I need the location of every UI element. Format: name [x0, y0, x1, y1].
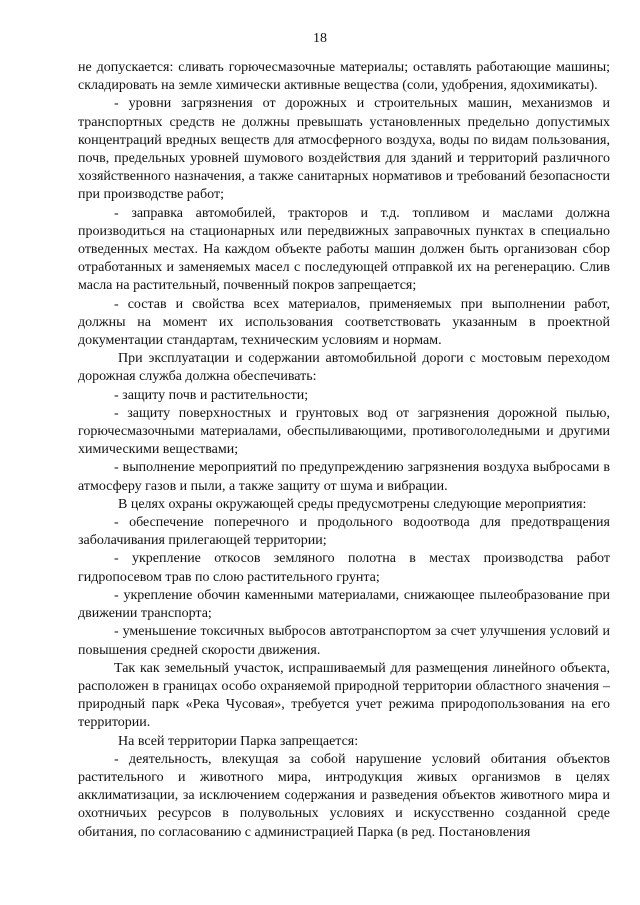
paragraph: При эксплуатации и содержании автомобильной дороги с мостовым переходом дорожная служба должна обеспечивать:	[78, 351, 610, 385]
paragraph: В целях охраны окружающей среды предусмотрены следующие мероприятия:	[118, 496, 587, 512]
page-number: 18	[313, 31, 327, 46]
paragraph: - обеспечение поперечного и продольного водоотвода для предотвращения заболачивания прилегающей территории;	[78, 515, 610, 549]
paragraph: не допускается: сливать горючесмазочные материалы; оставлять работающие машины; складировать на земле химически активные вещества (соли, удобрения, ядохимикаты).	[78, 60, 610, 94]
paragraph: - заправка автомобилей, тракторов и т.д. топливом и маслами должна производиться на стационарных или передвижных заправочных пунктах в специально отведенных местах. На каждом объекте работы машин должен быть организован сбор отработанных и заменяемых масел с последующей отправкой их на регенерацию. Слив масла на растительный, почвенный покров запрещается;	[78, 205, 610, 294]
paragraph: - состав и свойства всех материалов, применяемых при выполнении работ, должны на момент их использования соответствовать указанным в проектной документации стандартам, техническим условиям и нормам.	[78, 296, 610, 349]
paragraph: - уровни загрязнения от дорожных и строительных машин, механизмов и транспортных средств не должны превышать установленных предельно допустимых концентраций вредных веществ для атмосферного воздуха, воды по видам пользования, почв, предельных уровней шумового воздействия для зданий и территорий различного хозяйственного назначения, а также санитарных нормативов и требований безопасности при производстве работ;	[78, 96, 610, 203]
paragraph: - защиту почв и растительности;	[114, 387, 309, 403]
paragraph: - защиту поверхностных и грунтовых вод от загрязнения дорожной пылью, горючесмазочными материалами, обеспыливающими, противогололедными и другими химическими веществами;	[78, 405, 610, 458]
paragraph: - деятельность, влекущая за собой нарушение условий обитания объектов растительного и животного мира, интродукция живых организмов в целях акклиматизации, за исключением содержания и разведения объектов животного мира и охотничьих ресурсов в полувольных условиях и искусственно созданной среде обитания, по согласованию с администрацией Парка (в ред. Постановления	[78, 751, 610, 840]
paragraph: - выполнение мероприятий по предупреждению загрязнения воздуха выбросами в атмосферу газов и пыли, а также защиту от шума и вибрации.	[78, 460, 610, 494]
paragraph: - укрепление откосов земляного полотна в местах производства работ гидропосевом трав по слою растительного грунта;	[78, 551, 610, 585]
body-text	[78, 59, 610, 842]
paragraph: - уменьшение токсичных выбросов автотранспортом за счет улучшения условий и повышения средней скорости движения.	[78, 624, 610, 658]
paragraph: - укрепление обочин каменными материалами, снижающее пылеобразование при движении транспорта;	[78, 587, 610, 622]
paragraph: Так как земельный участок, испрашиваемый для размещения линейного объекта, расположен в границах особо охраняемой природной территории областного значения – природный парк «Река Чусовая», требуется учет режима природопользования на его территории.	[78, 660, 610, 731]
paragraph: На всей территории Парка запрещается:	[118, 733, 359, 749]
